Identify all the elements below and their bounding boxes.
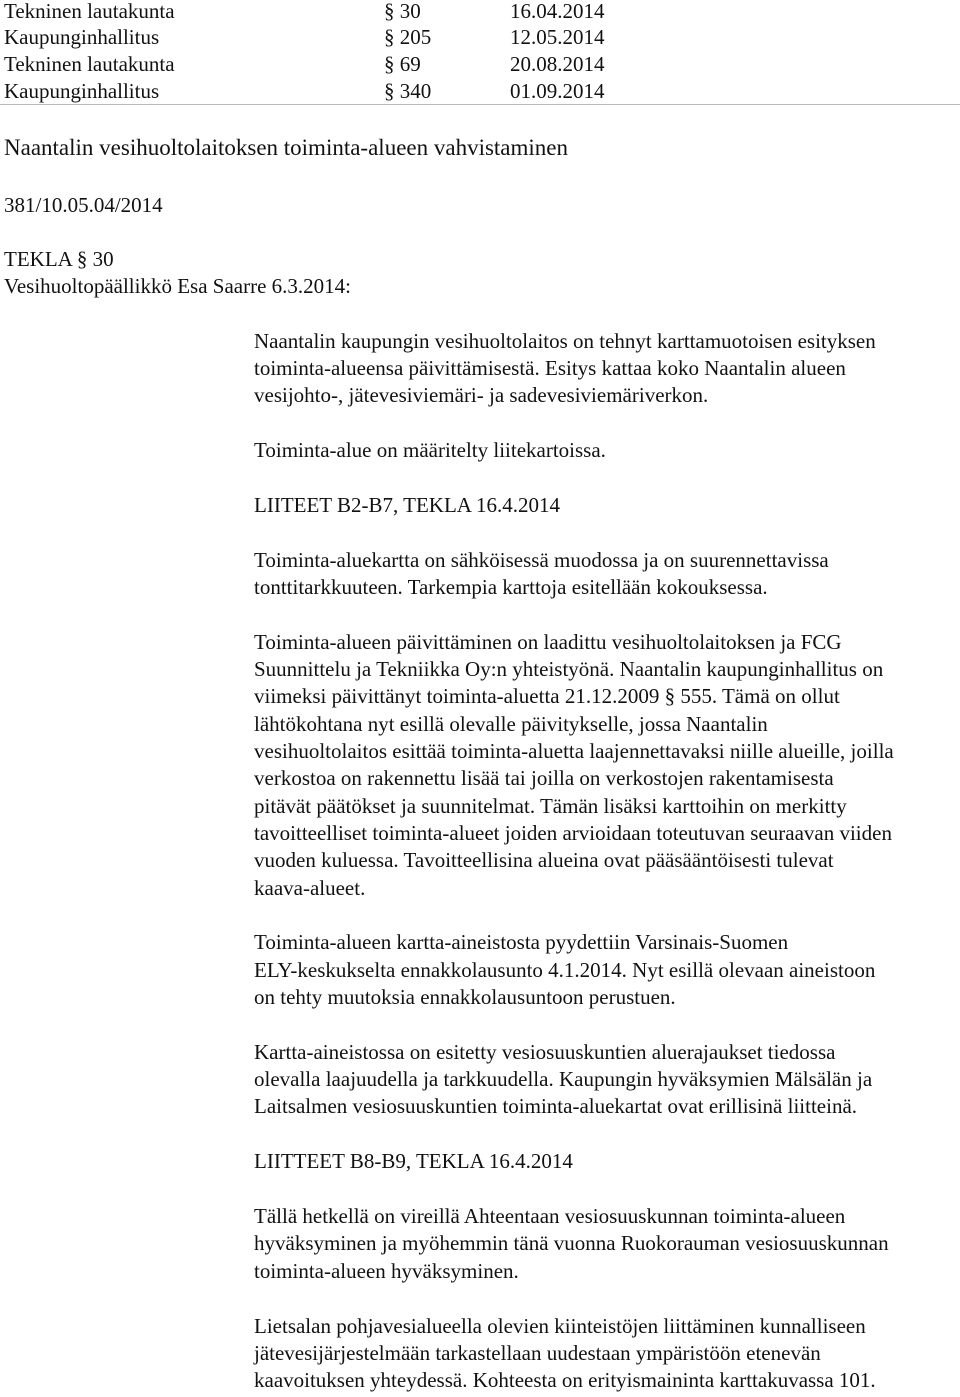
header-date: 12.05.2014	[510, 25, 605, 49]
case-number: 381/10.05.04/2014	[4, 193, 163, 217]
body-line: vesihuoltolaitos esittää toiminta-aluetta laajennettavaksi niille alueille, joilla	[254, 739, 894, 763]
header-body: Kaupunginhallitus	[4, 79, 160, 103]
header-body: Kaupunginhallitus	[4, 25, 160, 49]
body-line: Suunnittelu ja Tekniikka Oy:n yhteistyönä. Naantalin kaupunginhallitus on	[254, 657, 884, 681]
body-line: Laitsalmen vesiosuuskuntien toiminta-aluekartat ovat erillisinä liitteinä.	[254, 1094, 858, 1118]
header-body: Tekninen lautakunta	[4, 52, 175, 76]
body-line: kaava-alueet.	[254, 876, 366, 900]
body-line: verkostoa on rakennettu lisää tai joilla on verkostojen rakentamisesta	[254, 766, 834, 790]
body-line: toiminta-alueensa päivittämisestä. Esitys kattaa koko Naantalin alueen	[254, 356, 846, 380]
body-line: Tällä hetkellä on vireillä Ahteentaan vesiosuuskunnan toiminta-alueen	[254, 1204, 846, 1228]
header-date: 16.04.2014	[510, 0, 605, 23]
body-line: Kartta-aineistossa on esitetty vesiosuuskuntien aluerajaukset tiedossa	[254, 1040, 836, 1064]
body-line: vesijohto-, jätevesiviemäri- ja sadevesiviemäriverkon.	[254, 383, 709, 407]
header-divider	[0, 104, 960, 105]
body-line: jätevesijärjestelmään tarkastellaan uudestaan ympäristöön etenevän	[254, 1341, 821, 1365]
body-line: kaavoituksen yhteydessä. Kohteesta on erityismaininta karttakuvassa 101.	[254, 1368, 876, 1392]
body-line: Toiminta-alueen kartta-aineistosta pyydettiin Varsinais-Suomen	[254, 930, 789, 954]
body-line: toiminta-alueen hyväksyminen.	[254, 1259, 519, 1283]
body-line: on tehty muutoksia ennakkolausuntoon perustuen.	[254, 985, 676, 1009]
attachment-ref: LIITTEET B8-B9, TEKLA 16.4.2014	[254, 1149, 573, 1173]
body-line: ELY-keskukselta ennakkolausunto 4.1.2014. Nyt esillä olevaan aineistoon	[254, 958, 876, 982]
body-line: vuoden kuluessa. Tavoitteellisina alueina ovat pääsääntöisesti tulevat	[254, 848, 834, 872]
header-section: § 69	[384, 52, 421, 76]
body-line: viimeksi päivittänyt toiminta-aluetta 21.12.2009 § 555. Tämä on ollut	[254, 684, 840, 708]
header-date: 20.08.2014	[510, 52, 605, 76]
body-line: Naantalin kaupungin vesihuoltolaitos on tehnyt karttamuotoisen esityksen	[254, 329, 876, 353]
header-section: § 340	[384, 79, 432, 103]
body-line: tonttitarkkuuteen. Tarkempia karttoja esitellään kokouksessa.	[254, 575, 768, 599]
body-line: tavoitteelliset toiminta-alueet joiden arvioidaan toteutuvan seuraavan viiden	[254, 821, 892, 845]
header-section: § 205	[384, 25, 432, 49]
header-section: § 30	[384, 0, 421, 23]
body-line: Toiminta-alueen päivittäminen on laadittu vesihuoltolaitoksen ja FCG	[254, 630, 842, 654]
presenter-line: Vesihuoltopäällikkö Esa Saarre 6.3.2014:	[4, 274, 352, 298]
header-body: Tekninen lautakunta	[4, 0, 175, 23]
meeting-reference: TEKLA § 30	[4, 247, 114, 271]
header-date: 01.09.2014	[510, 79, 605, 103]
body-line: olevalla laajuudella ja tarkkuudella. Kaupungin hyväksymien Mälsälän ja	[254, 1067, 873, 1091]
body-line: pitävät päätökset ja suunnitelmat. Tämän lisäksi karttoihin on merkitty	[254, 794, 847, 818]
page-title: Naantalin vesihuoltolaitoksen toiminta-alueen vahvistaminen	[4, 135, 568, 160]
body-line: lähtökohtana nyt esillä olevalle päivitykselle, jossa Naantalin	[254, 712, 768, 736]
body-line: hyväksyminen ja myöhemmin tänä vuonna Ruokorauman vesiosuuskunnan	[254, 1231, 889, 1255]
body-line: Lietsalan pohjavesialueella olevien kiinteistöjen liittäminen kunnalliseen	[254, 1314, 866, 1338]
body-line: Toiminta-alue on määritelty liitekartoissa.	[254, 438, 606, 462]
attachment-ref: LIITEET B2-B7, TEKLA 16.4.2014	[254, 493, 561, 517]
body-line: Toiminta-aluekartta on sähköisessä muodossa ja on suurennettavissa	[254, 548, 829, 572]
